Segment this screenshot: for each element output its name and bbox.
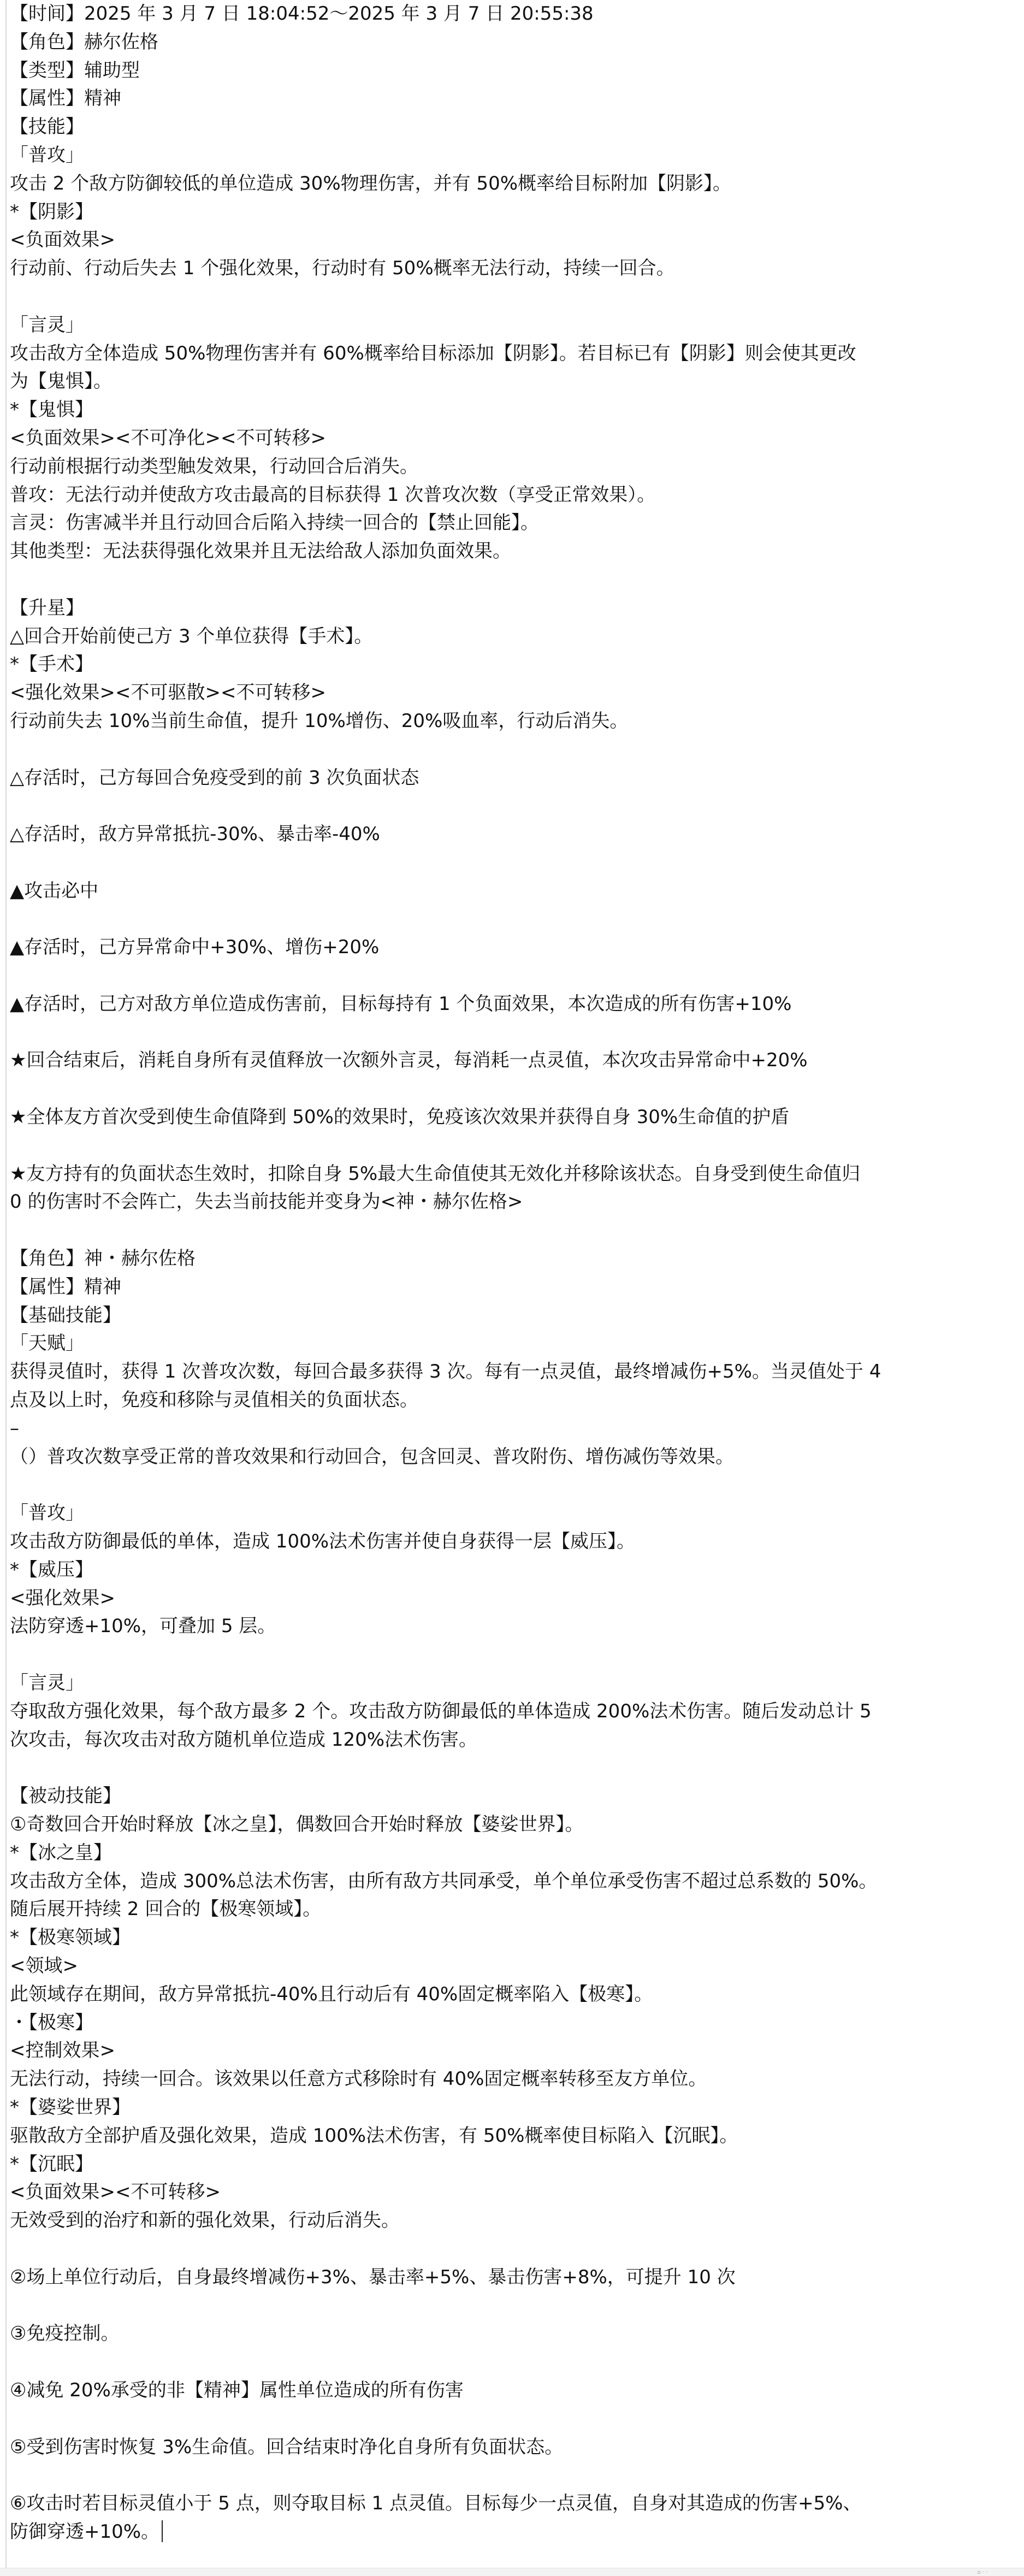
text-line: 【升星】 bbox=[10, 596, 84, 619]
blank-line bbox=[10, 1641, 1016, 1669]
text-line: <负面效果><不可转移> bbox=[10, 2181, 221, 2203]
text-line: 【技能】 bbox=[10, 116, 84, 138]
blank-line bbox=[10, 849, 1016, 877]
blank-line bbox=[10, 906, 1016, 934]
text-line: 【被动技能】 bbox=[10, 1785, 121, 1807]
blank-line bbox=[10, 1754, 1016, 1782]
text-line: 【角色】神・赫尔佐格 bbox=[10, 1248, 196, 1270]
text-line: 行动前、行动后失去 1 个强化效果，行动时有 50%概率无法行动，持续一回合。 bbox=[10, 257, 675, 280]
blank-line bbox=[10, 566, 1016, 594]
text-line: 点及以上时，免疫和移除与灵值相关的负面状态。 bbox=[10, 1389, 418, 1411]
blank-line bbox=[10, 2235, 1016, 2264]
text-line: 无效受到的治疗和新的强化效果，行动后消失。 bbox=[10, 2209, 400, 2232]
text-line: 普攻：无法行动并使敌方攻击最高的目标获得 1 次普攻次数（享受正常效果）。 bbox=[10, 483, 656, 506]
text-line: △回合开始前使己方 3 个单位获得【手术】。 bbox=[10, 625, 373, 647]
text-line: 【属性】精神 bbox=[10, 1275, 121, 1298]
text-line: 此领域存在期间，敌方异常抵抗-40%且行动后有 40%固定概率陷入【极寒】。 bbox=[10, 1983, 653, 2005]
text-line: 【属性】精神 bbox=[10, 87, 121, 110]
blank-line bbox=[10, 1075, 1016, 1103]
blank-line bbox=[10, 736, 1016, 764]
blank-line bbox=[10, 2461, 1016, 2490]
text-line: 言灵：伤害减半并且行动回合后陷入持续一回合的【禁止回能】。 bbox=[10, 512, 539, 534]
text-line: ★回合结束后，消耗自身所有灵值释放一次额外言灵，每消耗一点灵值，本次攻击异常命中+20% bbox=[10, 1049, 808, 1072]
text-line: 行动前失去 10%当前生命值，提升 10%增伤、20%吸血率，行动后消失。 bbox=[10, 710, 629, 732]
text-line: 【基础技能】 bbox=[10, 1304, 121, 1326]
text-line: 其他类型：无法获得强化效果并且无法给敌人添加负面效果。 bbox=[10, 540, 511, 563]
text-line: 「普攻」 bbox=[10, 144, 84, 166]
text-line: <负面效果><不可净化><不可转移> bbox=[10, 427, 326, 449]
text-line: 【类型】辅助型 bbox=[10, 59, 140, 81]
text-line: △存活时，己方每回合免疫受到的前 3 次负面状态 bbox=[10, 766, 419, 789]
text-line: 夺取敌方强化效果，每个敌方最多 2 个。攻击敌方防御最低的单体造成 200%法术伤害。随后发动总计 5 bbox=[10, 1700, 872, 1722]
text-line: ②场上单位行动后，自身最终增减伤+3%、暴击率+5%、暴击伤害+8%，可提升 10 次 bbox=[10, 2266, 736, 2288]
text-line: 攻击敌方防御最低的单体，造成 100%法术伤害并使自身获得一层【威压】。 bbox=[10, 1531, 636, 1553]
text-line: ⑤受到伤害时恢复 3%生命值。回合结束时净化自身所有负面状态。 bbox=[10, 2436, 564, 2458]
text-line: 为【鬼惧】。 bbox=[10, 370, 112, 393]
text-line: <强化效果> bbox=[10, 1587, 115, 1609]
text-line: <领域> bbox=[10, 1954, 78, 1977]
text-line: <控制效果> bbox=[10, 2040, 115, 2062]
blank-line bbox=[10, 792, 1016, 820]
resize-grip-icon[interactable]: ▫ · · bbox=[977, 2569, 988, 2575]
text-line: ▲存活时，己方对敌方单位造成伤害前，目标每持有 1 个负面效果，本次造成的所有伤害+10% bbox=[10, 992, 792, 1015]
blank-line bbox=[10, 2292, 1016, 2320]
text-line: 无法行动，持续一回合。该效果以任意方式移除时有 40%固定概率转移至友方单位。 bbox=[10, 2068, 707, 2090]
text-line: 法防穿透+10%，可叠加 5 层。 bbox=[10, 1615, 276, 1638]
text-line: ★全体友方首次受到使生命值降到 50%的效果时，免疫该次效果并获得自身 30%生命值的护盾 bbox=[10, 1106, 790, 1129]
text-line: 获得灵值时，获得 1 次普攻次数，每回合最多获得 3 次。每有一点灵值，最终增减伤+5%。当灵值处于 4 bbox=[10, 1361, 881, 1383]
text-line: ③免疫控制。 bbox=[10, 2323, 120, 2345]
text-line: *【极寒领域】 bbox=[10, 1927, 131, 1949]
blank-line bbox=[10, 1471, 1016, 1499]
text-line: （）普攻次数享受正常的普攻效果和行动回合，包含回灵、普攻附伤、增伤减伤等效果。 bbox=[10, 1445, 734, 1468]
status-bar bbox=[0, 2568, 1024, 2576]
text-line: *【手术】 bbox=[10, 653, 93, 676]
text-line: 行动前根据行动类型触发效果，行动回合后消失。 bbox=[10, 455, 418, 477]
text-line: 【角色】赫尔佐格 bbox=[10, 31, 158, 53]
text-line: 0 的伤害时不会阵亡，失去当前技能并变身为<神・赫尔佐格> bbox=[10, 1191, 523, 1213]
text-cursor bbox=[162, 2520, 163, 2542]
text-line: – bbox=[10, 1417, 19, 1439]
text-line: 【时间】2025 年 3 月 7 日 18:04:52～2025 年 3 月 7 日 20:55:38 bbox=[10, 3, 594, 25]
text-line: 「天赋」 bbox=[10, 1332, 84, 1355]
text-line: 「言灵」 bbox=[10, 314, 84, 336]
text-line: ★友方持有的负面状态生效时，扣除自身 5%最大生命值使其无效化并移除该状态。自身受到使生命值归 bbox=[10, 1162, 861, 1185]
text-line: <强化效果><不可驱散><不可转移> bbox=[10, 682, 326, 704]
blank-line bbox=[10, 1216, 1016, 1245]
text-line: 「普攻」 bbox=[10, 1502, 84, 1525]
blank-line bbox=[10, 2405, 1016, 2433]
text-line: ・【极寒】 bbox=[10, 2011, 93, 2034]
text-line: *【阴影】 bbox=[10, 200, 93, 223]
text-line: ①奇数回合开始时释放【冰之皇】，偶数回合开始时释放【婆娑世界】。 bbox=[10, 1813, 584, 1835]
text-line: *【冰之皇】 bbox=[10, 1841, 112, 1864]
text-line: ▲攻击必中 bbox=[10, 879, 99, 902]
blank-line bbox=[10, 283, 1016, 311]
document-text[interactable] bbox=[10, 0, 1016, 2547]
text-line: 攻击 2 个敌方防御较低的单位造成 30%物理伤害，并有 50%概率给目标附加【阴影】。 bbox=[10, 172, 732, 194]
blank-line bbox=[10, 2348, 1016, 2377]
text-line: △存活时，敌方异常抵抗-30%、暴击率-40% bbox=[10, 823, 380, 846]
blank-line bbox=[10, 1019, 1016, 1047]
text-line: <负面效果> bbox=[10, 229, 115, 251]
text-line: 驱散敌方全部护盾及强化效果，造成 100%法术伤害，有 50%概率使目标陷入【沉眠】。 bbox=[10, 2124, 738, 2147]
text-line: 次攻击，每次攻击对敌方随机单位造成 120%法术伤害。 bbox=[10, 1728, 478, 1751]
text-line: ④减免 20%承受的非【精神】属性单位造成的所有伤害 bbox=[10, 2379, 464, 2401]
text-line: 「言灵」 bbox=[10, 1672, 84, 1694]
blank-line bbox=[10, 962, 1016, 990]
blank-line bbox=[10, 1132, 1016, 1160]
text-line: 攻击敌方全体造成 50%物理伤害并有 60%概率给目标添加【阴影】。若目标已有【阴影】则会使其更改 bbox=[10, 342, 856, 364]
text-line: *【婆娑世界】 bbox=[10, 2096, 131, 2118]
text-line: 随后展开持续 2 回合的【极寒领域】。 bbox=[10, 1898, 322, 1921]
text-line: 防御穿透+10%。 bbox=[10, 2518, 1016, 2547]
text-line: *【沉眠】 bbox=[10, 2153, 93, 2175]
text-line: *【鬼惧】 bbox=[10, 399, 93, 421]
text-line: *【威压】 bbox=[10, 1558, 93, 1581]
document-body[interactable] bbox=[5, 0, 1016, 2576]
text-line: ⑥攻击时若目标灵值小于 5 点，则夺取目标 1 点灵值。目标每少一点灵值，自身对其造成的伤害+5%、 bbox=[10, 2492, 862, 2515]
text-line: ▲存活时，己方异常命中+30%、增伤+20% bbox=[10, 936, 380, 959]
text-line: 攻击敌方全体，造成 300%总法术伤害，由所有敌方共同承受，单个单位承受伤害不超过总系数的 50%。 bbox=[10, 1870, 878, 1892]
